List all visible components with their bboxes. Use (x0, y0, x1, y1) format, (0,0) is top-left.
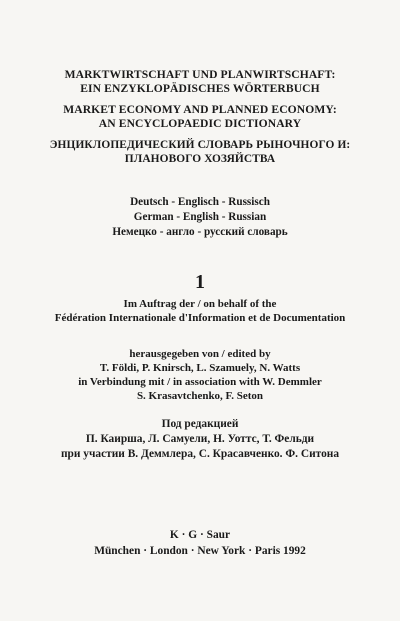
publisher-places: München · London · New York · Paris 1992 (94, 545, 306, 557)
languages-block (0, 195, 400, 240)
editors-ru-line-2: П. Каирша, Л. Самуели, Н. Уоттс, Т. Фельди (85, 433, 315, 445)
editors-ru-block (0, 417, 400, 462)
title-en-line-1: MARKET ECONOMY AND PLANNED ECONOMY: (63, 103, 337, 116)
title-ru-line-2: ПЛАНОВОГО ХОЗЯЙСТВА (124, 153, 276, 165)
behalf-block (0, 297, 400, 325)
title-en-line-2: AN ENCYCLOPAEDIC DICTIONARY (98, 117, 302, 130)
title-de-line-1: MARKTWIRTSCHAFT UND PLANWIRTSCHAFT: (64, 68, 336, 81)
title-de-line-2: EIN ENZYKLOPÄDISCHES WÖRTERBUCH (80, 82, 320, 95)
editors-ru-line-3: при участии В. Деммлера, С. Красавченко. Ф. Ситона (60, 448, 340, 460)
editors-ru-line-1: Под редакцией (161, 418, 239, 430)
title-ru-line-1: ЭНЦИКЛОПЕДИЧЕСКИЙ СЛОВАРЬ РЫНОЧНОГО И: (49, 139, 351, 151)
editors-block (0, 347, 400, 403)
editors-line-4: S. Krasavtchenko, F. Seton (136, 390, 264, 402)
editors-line-1: herausgegeben von / edited by (129, 348, 271, 360)
volume-number: 1 (195, 271, 205, 293)
editors-line-2: T. Földi, P. Knirsch, L. Szamuely, N. Watts (99, 362, 301, 374)
behalf-line-2: Fédération Internationale d'Information et de Documentation (54, 312, 346, 324)
languages-en: German - English - Russian (133, 211, 267, 223)
languages-ru: Немецко - англо - русский словарь (112, 226, 288, 238)
title-block (0, 68, 400, 166)
publisher-name: K · G · Saur (169, 529, 231, 541)
publisher-block (0, 527, 400, 559)
editors-line-3: in Verbindung mit / in association with W. Demmler (78, 376, 322, 388)
languages-de: Deutsch - Englisch - Russisch (130, 196, 270, 208)
behalf-line-1: Im Auftrag der / on behalf of the (123, 298, 277, 310)
